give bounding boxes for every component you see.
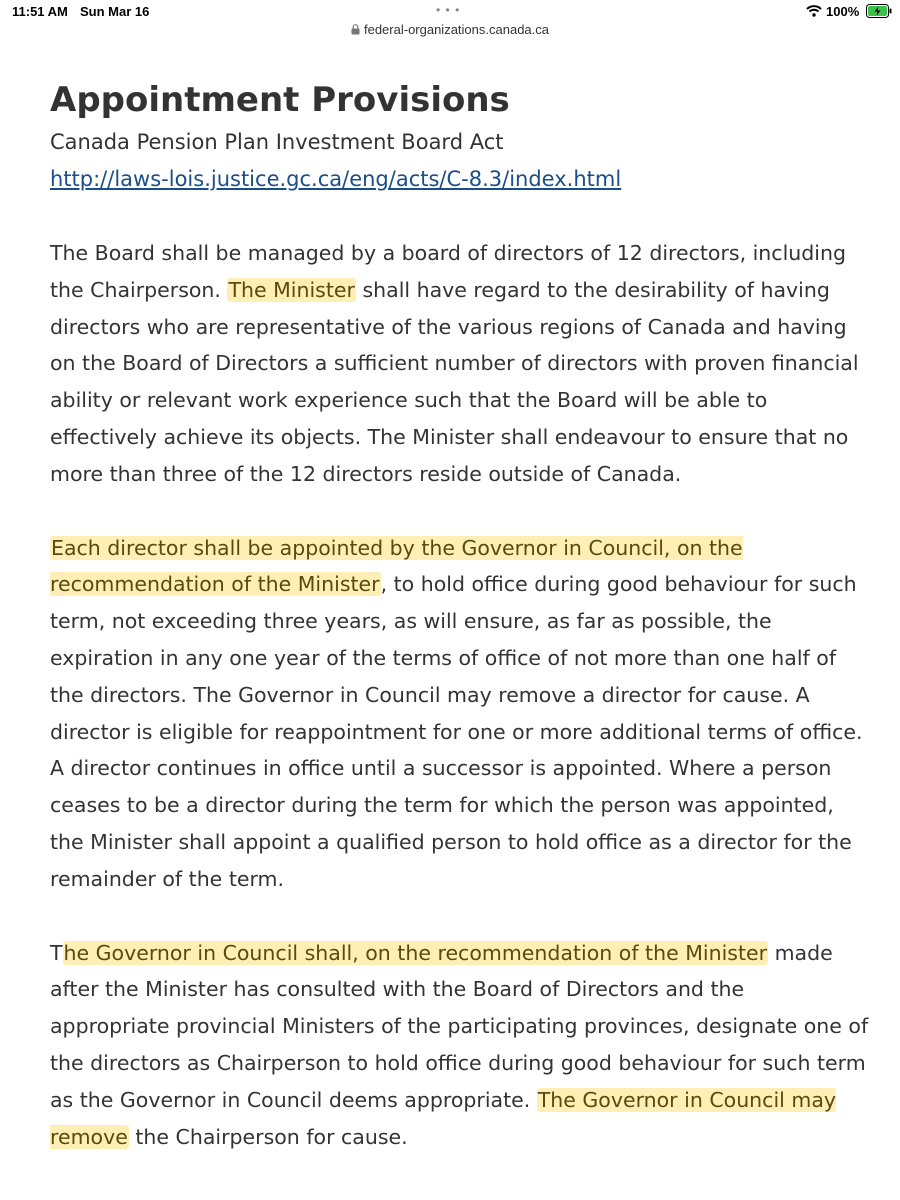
paragraph-board-composition: The Board shall be managed by a board of directors of 12 directors, including the Chairperson. The Minister shall have regard to the desirability of having directors who are representative of the various regions of Canada and having on the Board of Directors a sufficient number of directors with proven financial ability or relevant work experience such that the Board will be able to effectively achieve its objects. The Minister shall endeavour to ensure that no more than three of the 12 directors reside outside of Canada. bbox=[50, 241, 859, 486]
address-bar[interactable] bbox=[0, 22, 900, 37]
url-text: federal-organizations.canada.ca bbox=[363, 22, 549, 37]
act-link[interactable]: http://laws-lois.justice.gc.ca/eng/acts/C-8.3/index.html bbox=[50, 167, 622, 191]
status-date: Sun Mar 16 bbox=[80, 4, 150, 19]
wifi-icon bbox=[806, 5, 822, 17]
highlight: The Minister bbox=[228, 277, 355, 302]
battery-charging-icon bbox=[866, 4, 892, 18]
article bbox=[50, 78, 870, 1155]
multitasking-dots-icon[interactable]: • • • bbox=[436, 3, 461, 17]
highlight: The Governor in Council may remove bbox=[50, 1087, 837, 1149]
highlight: Each director shall be appointed by the Governor in Council, on the recommendation of the Minister bbox=[50, 535, 743, 597]
status-bar bbox=[0, 0, 900, 44]
highlight: he Governor in Council shall, on the recommendation of the Minister bbox=[63, 940, 768, 965]
page-title: Appointment Provisions bbox=[50, 80, 510, 120]
battery-percent: 100% bbox=[826, 4, 860, 19]
paragraph-chairperson: The Governor in Council shall, on the recommendation of the Minister made after the Minister has consulted with the Board of Directors and the appropriate provincial Ministers of the participating provinces, designate one of the directors as Chairperson to hold office during good behaviour for such term as the Governor in Council deems appropriate. The Governor in Council may remove the Chairperson for cause. bbox=[50, 940, 869, 1149]
act-name: Canada Pension Plan Investment Board Act bbox=[50, 130, 504, 154]
lock-icon bbox=[351, 24, 360, 35]
paragraph-director-appointment: Each director shall be appointed by the Governor in Council, on the recommendation of the Minister, to hold office during good behaviour for such term, not exceeding three years, as will ensure, as far as possible, the expiration in any one year of the terms of office of not more than one half of the directors. The Governor in Council may remove a director for cause. A director is eligible for reappointment for one or more additional terms of office. A director continues in office until a successor is appointed. Where a person ceases to be a director during the term for which the person was appointed, the Minister shall appoint a qualified person to hold office as a director for the remainder of the term. bbox=[50, 535, 863, 891]
status-time: 11:51 AM bbox=[12, 4, 68, 19]
